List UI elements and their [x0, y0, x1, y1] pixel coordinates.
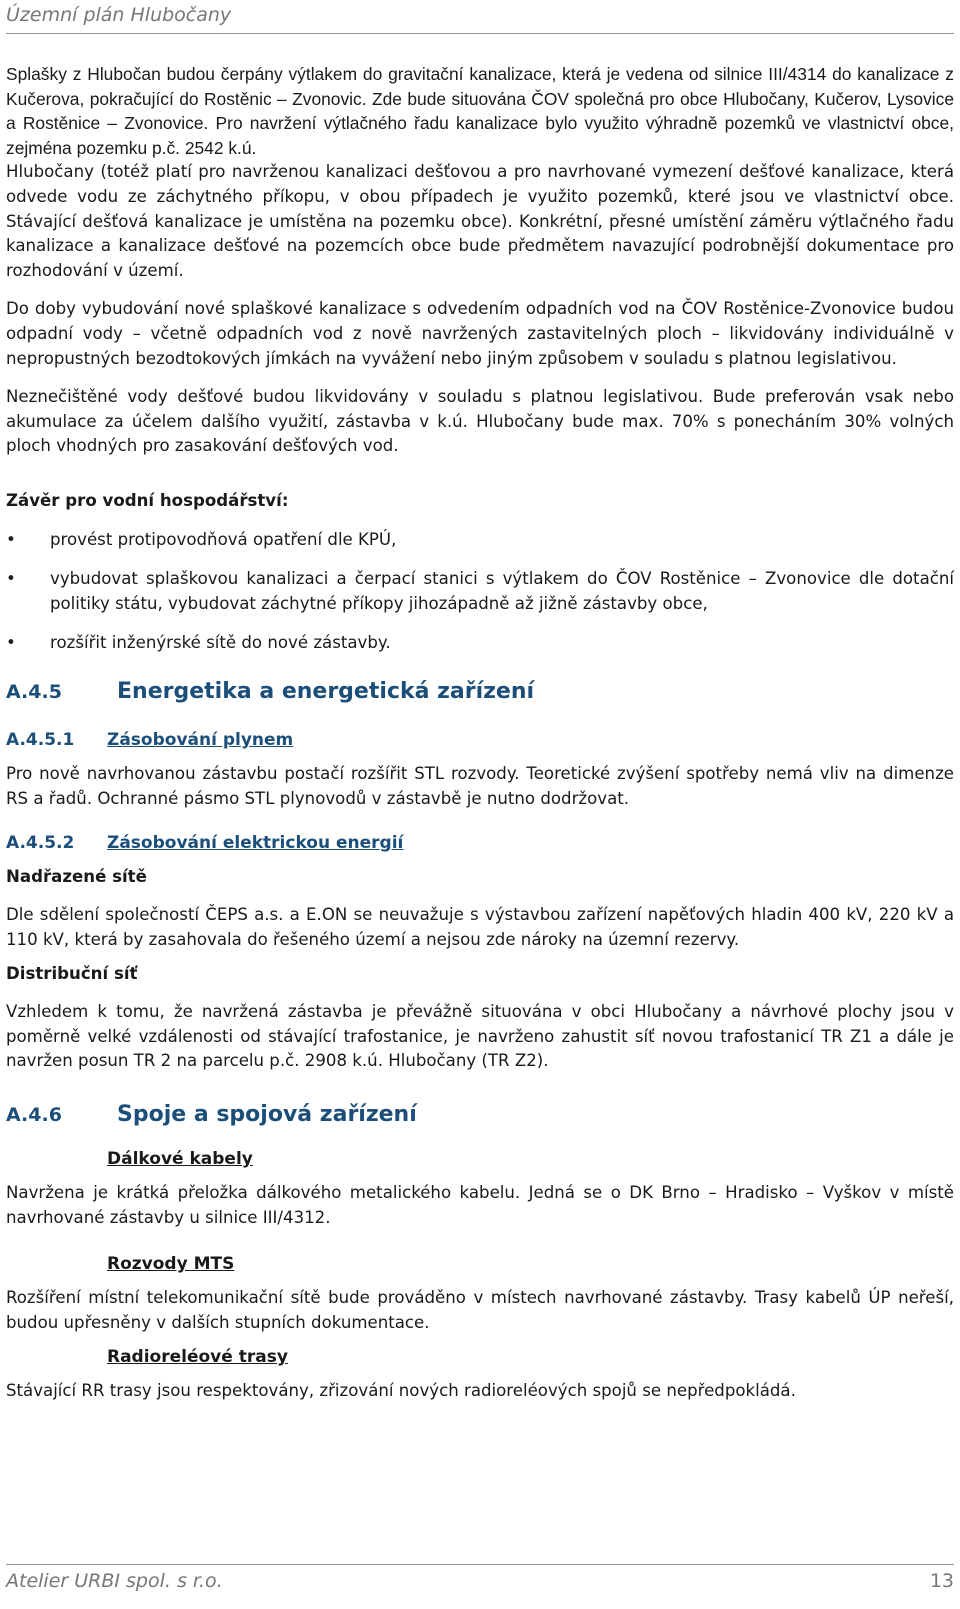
paragraph-temporary-wastewater: Do doby vybudování nové splaškové kanalizace s odvedením odpadních vod na ČOV Rostěnice-Zvonovice budou odpadní vody – včetně odpadních vod z nově navržených zastavitelných ploch – likvidovány individuálně v nepropustných bezodtokových jímkách na vyvážení nebo jiným způsobem v souladu s platnou legislativou.: [6, 299, 954, 368]
paragraph-sewage-pumping: Splašky z Hlubočan budou čerpány výtlakem do gravitační kanalizace, která je vedena od silnice III/4314 do kanalizace z Kučerova, pokračující do Rostěnic – Zvonovic. Zde bude situována ČOV společná pro obce Hlubočany, Kučerov, Lysovice a Rostěnice – Zvonovice. Pro navržení výtlačného řadu kanalizace bylo využito výhradně pozemků ve vlastnictví obce, zejména pozemku p.č. 2542 k.ú.: [6, 64, 954, 158]
paragraph-distribution-network: Vzhledem k tomu, že navržená zástavba je převážně situována v obci Hlubočany a návrhové plochy jsou v poměrně velké vzdálenosti od stávající trafostanice, je navrženo zahustit síť novou trafostanicí TR Z1 a dále je navržen posun TR 2 na parcelu p.č. 2908 k.ú. Hlubočany (TR Z2).: [6, 1002, 954, 1071]
document-body: [6, 62, 954, 1404]
list-item: [6, 566, 954, 616]
heading-a4451: [6, 730, 954, 750]
page-number: 13: [929, 1570, 954, 1592]
footer-company: Atelier URBI spol. s r.o.: [6, 1570, 223, 1592]
conclusion-title: Závěr pro vodní hospodářství:: [6, 490, 289, 510]
subheading-distribution-network: Distribuční síť: [6, 964, 138, 984]
bullet-icon: •: [6, 632, 16, 652]
subheading-superior-networks: Nadřazené sítě: [6, 867, 147, 887]
paragraph-radio-relay: Stávající RR trasy jsou respektovány, zřizování nových radioreléových spojů se nepředpokládá.: [6, 1381, 796, 1401]
heading-number: A.4.5.2: [6, 833, 75, 854]
heading-number: A.4.5: [6, 680, 62, 703]
heading-number: A.4.6: [6, 1104, 62, 1127]
subheading-long-distance-cables: Dálkové kabely: [107, 1149, 253, 1170]
page-header-title: Územní plán Hlubočany: [6, 4, 232, 26]
footer-divider: [6, 1564, 954, 1565]
heading-title: Zásobování plynem: [107, 729, 294, 750]
heading-a4452: [6, 833, 954, 853]
heading-a446: [6, 1102, 954, 1127]
list-item: [6, 527, 954, 552]
bullet-icon: •: [6, 529, 16, 549]
list-item: [6, 630, 954, 655]
heading-title: Energetika a energetická zařízení: [117, 678, 535, 704]
heading-title: Spoje a spojová zařízení: [117, 1102, 417, 1128]
header-divider: [6, 33, 954, 34]
paragraph-mts: Rozšíření místní telekomunikační sítě bude prováděno v místech navrhované zástavby. Trasy kabelů ÚP neřeší, budou upřesněny v dalších stupních dokumentace.: [6, 1288, 954, 1332]
subheading-mts: Rozvody MTS: [107, 1254, 235, 1275]
heading-a445: [6, 679, 954, 704]
bullet-icon: •: [6, 568, 16, 588]
paragraph-long-distance-cables: Navržena je krátká přeložka dálkového metalického kabelu. Jedná se o DK Brno – Hradisko – Vyškov v místě navrhované zástavby u silnice III/4312.: [6, 1183, 954, 1227]
paragraph-hlubocany-drainage: Hlubočany (totéž platí pro navrženou kanalizaci dešťovou a pro navrhované vymezení dešťové kanalizace, která odvede vodu ze záchytného příkopu, v obou případech je využito pozemků, které jsou ve vlastnictví obce. Stávající dešťová kanalizace je umístěna na pozemku obce). Konkrétní, přesné umístění záměru výtlačného řadu kanalizace a kanalizace dešťové na pozemcích obce bude předmětem navazující podrobnější dokumentace pro rozhodování v území.: [6, 162, 954, 280]
list-item-text: provést protipovodňová opatření dle KPÚ,: [50, 529, 397, 549]
conclusion-list: [6, 527, 954, 655]
list-item-text: rozšířit inženýrské sítě do nové zástavby.: [50, 632, 391, 652]
subheading-radio-relay: Radioreléové trasy: [107, 1347, 288, 1368]
heading-number: A.4.5.1: [6, 729, 75, 750]
heading-title: Zásobování elektrickou energií: [107, 833, 404, 854]
paragraph-gas-supply: Pro nově navrhovanou zástavbu postačí rozšířit STL rozvody. Teoretické zvýšení spotřeby nemá vliv na dimenze RS a řadů. Ochranné pásmo STL plynovodů v zástavbě je nutno dodržovat.: [6, 763, 954, 808]
list-item-text: vybudovat splaškovou kanalizaci a čerpací stanici s výtlakem do ČOV Rostěnice – Zvonovice dle dotační politiky státu, vybudovat záchytné příkopy jihozápadně až jižně zástavby obce,: [50, 568, 954, 613]
paragraph-superior-networks: Dle sdělení společností ČEPS a.s. a E.ON se neuvažuje s výstavbou zařízení napěťových hladin 400 kV, 220 kV a 110 kV, která by zasahovala do řešeného území a nejsou zde nároky na územní rezervy.: [6, 905, 954, 949]
paragraph-rainwater: Neznečištěné vody dešťové budou likvidovány v souladu s platnou legislativou. Bude preferován vsak nebo akumulace za účelem dalšího využití, zástavba v k.ú. Hlubočany bude max. 70% s ponecháním 30% volných ploch vhodných pro zasakování dešťových vod.: [6, 387, 954, 456]
